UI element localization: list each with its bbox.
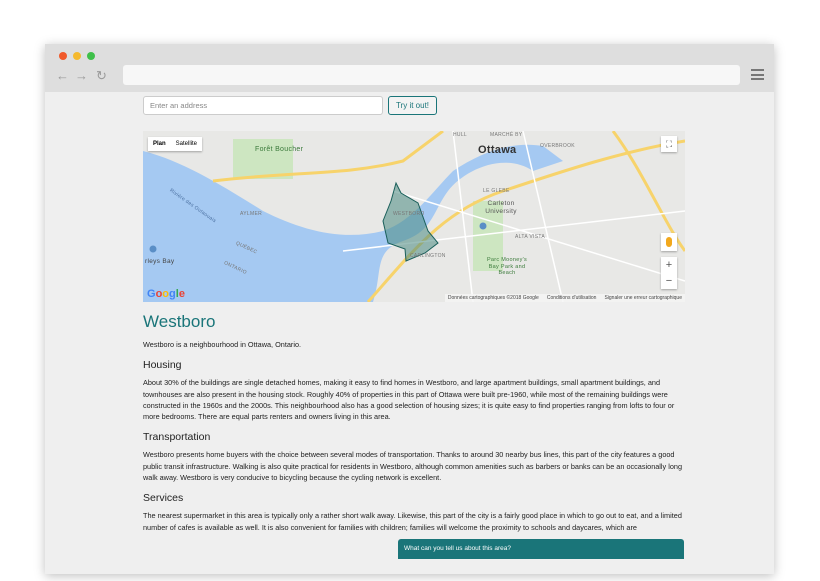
pegman-icon[interactable] xyxy=(661,233,677,251)
place-pin-icon[interactable] xyxy=(480,223,487,230)
zoom-control xyxy=(661,257,677,289)
browser-window xyxy=(45,44,774,574)
forward-icon[interactable]: → xyxy=(75,68,88,83)
neighbourhood-info xyxy=(143,312,685,559)
map-type-satellite[interactable]: Satellite xyxy=(175,141,198,147)
map-label-carleton: Carleton University xyxy=(485,200,517,215)
page-title: Westboro xyxy=(143,312,216,331)
map-type-control xyxy=(148,137,202,151)
maximize-dot-icon[interactable] xyxy=(87,52,95,60)
map[interactable] xyxy=(143,131,685,302)
reload-icon[interactable]: ↻ xyxy=(96,68,107,83)
map-type-plan[interactable]: Plan xyxy=(153,141,166,147)
intro-text: Westboro is a neighbourhood in Ottawa, Ontario. xyxy=(143,340,302,349)
zoom-out-button[interactable]: − xyxy=(665,275,673,287)
section-heading: Transportation xyxy=(143,431,211,444)
google-logo: Google xyxy=(147,288,185,300)
map-attribution xyxy=(445,294,685,302)
map-label-hull: HULL xyxy=(453,132,467,138)
address-input[interactable]: Enter an address xyxy=(143,96,383,115)
feedback-chat-bar[interactable]: What can you tell us about this area? xyxy=(398,539,684,559)
close-dot-icon[interactable] xyxy=(59,52,67,60)
map-label-westboro: WESTBORO xyxy=(393,211,425,217)
map-label-foret: Forêt Boucher xyxy=(255,146,304,153)
browser-toolbar xyxy=(45,44,774,92)
westboro-boundary xyxy=(383,183,438,261)
zoom-in-button[interactable]: + xyxy=(665,259,673,271)
map-label-ontario: ONTARIO xyxy=(222,260,248,276)
map-label-glebe: LE GLEBE xyxy=(483,188,510,194)
map-data-credit: Données cartographiques ©2018 Google xyxy=(447,295,539,301)
section-text: The nearest supermarket in this area is typically only a rather short walk away. Likewise, this part of the city is a fairly good place in which to go out to eat, and a limited number of cafes is available as well. It is also convenient for families with children; families will welcome the proximity to schools and daycares, which are xyxy=(143,511,682,532)
section-heading: Services xyxy=(143,492,184,505)
fullscreen-icon[interactable]: ⛶ xyxy=(661,136,677,152)
report-error-link[interactable]: Signaler une erreur cartographique xyxy=(604,295,682,301)
map-label-marche: MARCHÉ BY xyxy=(490,132,523,138)
terms-link[interactable]: Conditions d'utilisation xyxy=(546,295,597,301)
map-label-shirleys-bay: rleys Bay xyxy=(145,258,175,265)
map-label-ottawa: Ottawa xyxy=(478,144,517,156)
section-text: About 30% of the buildings are single detached homes, making it easy to find homes in Westboro, and large apartment buildings, small apartment buildings, and townhouses are also present in the housing stock. Roughly 40% of properties in this part of Ottawa were built pre-1960, while most of the remaining buildings were constructed in the 1960s and the 2000s. This neighbourhood also has a good selection of housing sizes; it is quite easy to find properties ranging from lofts to four or more bedrooms. There are equal parts renters and owners living in this area. xyxy=(143,378,675,422)
section-heading: Housing xyxy=(143,359,182,372)
map-label-riviere: Rivière des Outaouais xyxy=(168,187,218,225)
place-pin-icon[interactable] xyxy=(150,246,157,253)
section-text: Westboro presents home buyers with the choice between several modes of transportation. Thanks to around 30 nearby bus lines, this part of the city features a good public transit infrastructure. Walking is also quite practical for residents in Westboro, although common amenities such as barbers or banks can be an occasionally long walk away. Westboro is very conducive to bicycling because the cycling network is excellent. xyxy=(143,450,683,483)
map-label-overbrook: OVERBROOK xyxy=(540,143,575,149)
minimize-dot-icon[interactable] xyxy=(73,52,81,60)
try-it-button[interactable]: Try it out! xyxy=(388,96,437,115)
map-label-quebec: QUÉBEC xyxy=(234,240,259,256)
map-label-alta-vista: ALTA VISTA xyxy=(515,234,545,240)
back-icon[interactable]: ← xyxy=(56,68,69,83)
map-label-carlington: CARLINGTON xyxy=(410,253,446,259)
park xyxy=(233,139,293,179)
map-label-aylmer: AYLMER xyxy=(240,211,262,217)
address-bar[interactable] xyxy=(123,65,740,85)
menu-icon[interactable] xyxy=(751,69,764,83)
map-label-parc: Parc Mooney's Bay Park and Beach xyxy=(486,257,528,276)
